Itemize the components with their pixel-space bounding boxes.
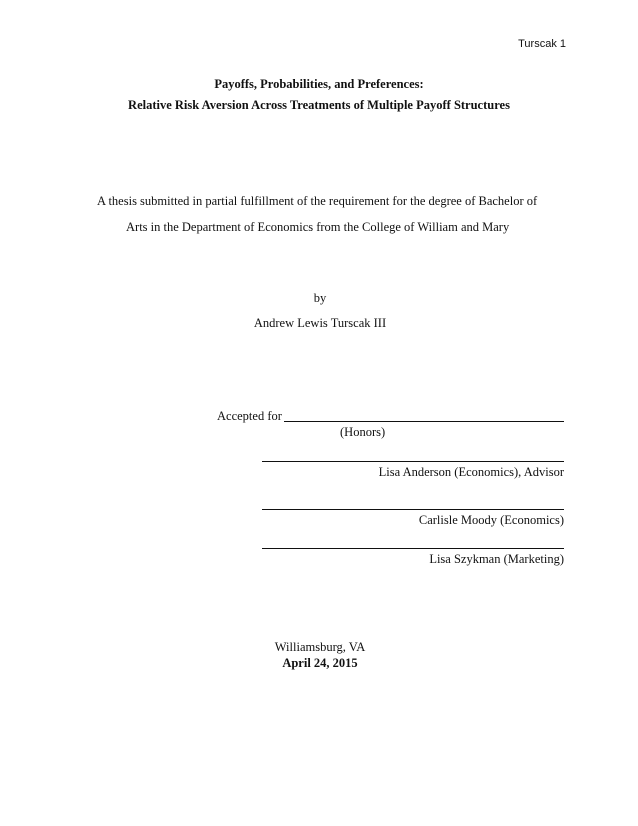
thesis-title-line-2: Relative Risk Aversion Across Treatments of Multiple Payoff Structures — [128, 98, 510, 112]
advisor-name: Lisa Anderson (Economics), Advisor — [378, 465, 564, 479]
committee-member-name: Lisa Szykman (Marketing) — [429, 552, 564, 566]
thesis-statement-line-2: Arts in the Department of Economics from the College of William and Mary — [126, 220, 510, 234]
thesis-title-line-1: Payoffs, Probabilities, and Preferences: — [214, 77, 424, 91]
accepted-for-label: Accepted for — [217, 409, 282, 423]
submission-date: April 24, 2015 — [282, 656, 358, 670]
committee-member-name: Carlisle Moody (Economics) — [418, 513, 564, 527]
accepted-signature-line — [284, 421, 564, 422]
location: Williamsburg, VA — [274, 640, 366, 654]
author-name: Andrew Lewis Turscak III — [253, 316, 387, 330]
thesis-statement-line-1: A thesis submitted in partial fulfillment of the requirement for the degree of Bachelor of — [97, 194, 538, 208]
advisor-signature-line — [262, 461, 564, 462]
by-label: by — [313, 291, 327, 305]
committee-member-signature-line — [262, 548, 564, 549]
honors-designation: (Honors) — [340, 425, 386, 439]
running-header: Turscak 1 — [518, 38, 566, 50]
committee-member-signature-line — [262, 509, 564, 510]
